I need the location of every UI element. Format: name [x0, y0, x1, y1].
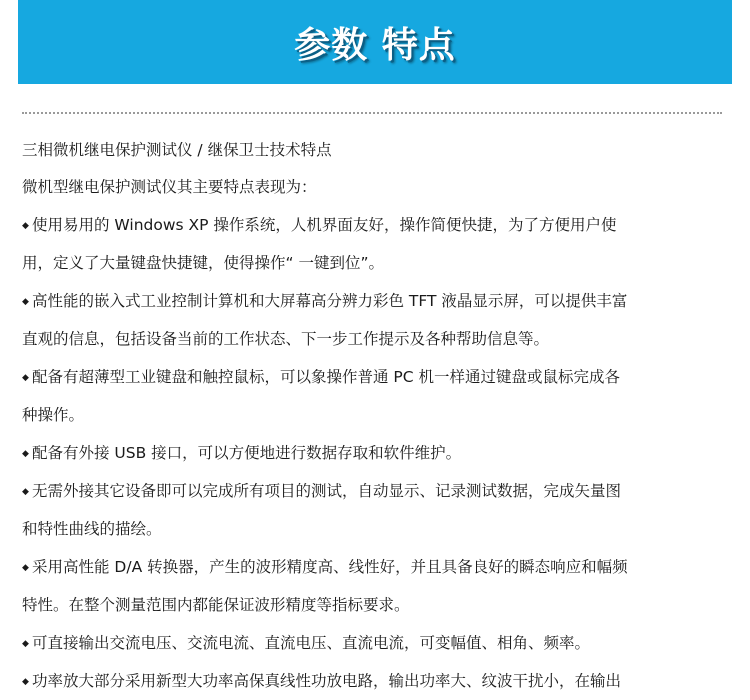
feature-text: 和特性曲线的描绘。	[22, 520, 162, 538]
page-title: 参数 特点	[294, 24, 456, 66]
diamond-bullet-icon: ◆	[22, 221, 29, 231]
feature-line	[22, 548, 732, 586]
feature-text: 无需外接其它设备即可以完成所有项目的测试，自动显示、记录测试数据，完成矢量图	[32, 482, 622, 500]
feature-line	[22, 434, 732, 472]
feature-line	[22, 586, 732, 624]
feature-line	[22, 282, 732, 320]
feature-text: 高性能的嵌入式工业控制计算机和大屏幕高分辨力彩色 TFT 液晶显示屏，可以提供丰富	[32, 292, 628, 310]
feature-text: 直观的信息，包括设备当前的工作状态、下一步工作提示及各种帮助信息等。	[22, 330, 550, 348]
feature-line	[22, 206, 732, 244]
diamond-bullet-icon: ◆	[22, 487, 29, 497]
feature-line	[22, 320, 732, 358]
feature-text: 特性。在整个测量范围内都能保证波形精度等指标要求。	[22, 596, 410, 614]
feature-text-block	[22, 132, 732, 700]
feature-line	[22, 472, 732, 510]
feature-line	[22, 244, 732, 282]
feature-line	[22, 396, 732, 434]
diamond-bullet-icon: ◆	[22, 297, 29, 307]
feature-text: 用，定义了大量键盘快捷键，使得操作“ 一键到位”。	[22, 254, 384, 272]
feature-text: 功率放大部分采用新型大功率高保真线性功放电路，输出功率大、纹波干扰小，在输出	[32, 672, 622, 690]
feature-line	[22, 662, 732, 700]
feature-text: 配备有外接 USB 接口，可以方便地进行数据存取和软件维护。	[32, 444, 462, 462]
diamond-bullet-icon: ◆	[22, 639, 29, 649]
intro-text: 微机型继电保护测试仪其主要特点表现为：	[22, 178, 317, 196]
header-banner	[18, 0, 732, 84]
feature-line	[22, 358, 732, 396]
diamond-bullet-icon: ◆	[22, 563, 29, 573]
intro-heading: 三相微机继电保护测试仪 / 继保卫士技术特点	[22, 141, 332, 159]
feature-line	[22, 624, 732, 662]
diamond-bullet-icon: ◆	[22, 677, 29, 687]
feature-text: 种操作。	[22, 406, 85, 424]
diamond-bullet-icon: ◆	[22, 373, 29, 383]
feature-text: 配备有超薄型工业键盘和触控鼠标，可以象操作普通 PC 机一样通过键盘或鼠标完成各	[32, 368, 621, 386]
dotted-divider	[22, 112, 722, 114]
feature-text: 采用高性能 D/A 转换器，产生的波形精度高、线性好，并且具备良好的瞬态响应和幅频	[32, 558, 628, 576]
feature-text: 可直接输出交流电压、交流电流、直流电压、直流电流，可变幅值、相角、频率。	[32, 634, 591, 652]
diamond-bullet-icon: ◆	[22, 449, 29, 459]
feature-line	[22, 510, 732, 548]
feature-text: 使用易用的 Windows XP 操作系统，人机界面友好，操作简便快捷，为了方便用户使	[32, 216, 617, 234]
